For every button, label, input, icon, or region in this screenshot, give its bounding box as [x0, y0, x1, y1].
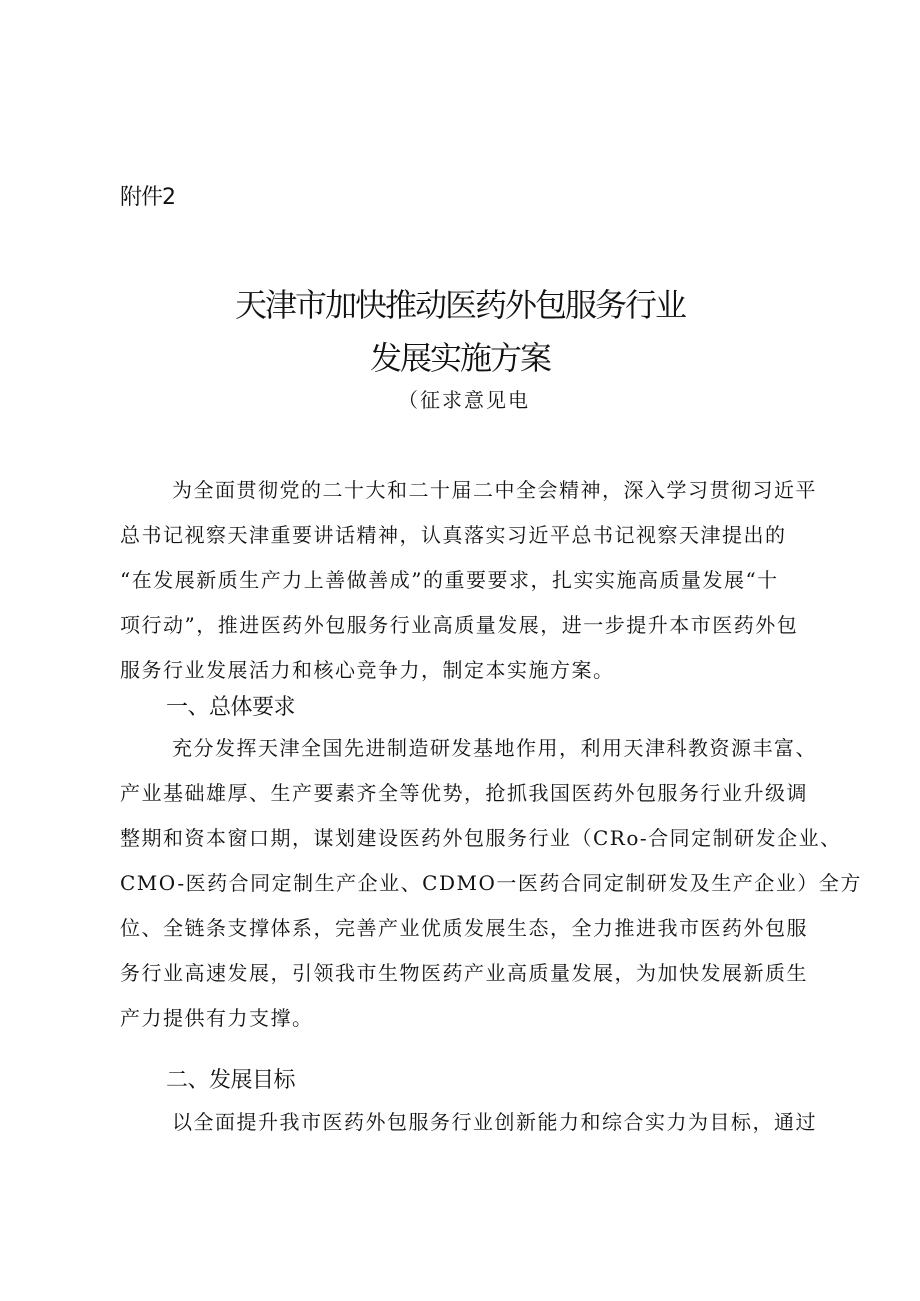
section-2-paragraph: [120, 1100, 817, 1145]
paragraph-line: 总书记视察天津重要讲话精神，认真落实习近平总书记视察天津提出的: [120, 523, 787, 547]
attachment-label: 附件2: [120, 185, 175, 210]
paragraph-line: 位、全链条支撑体系，完善产业优质发展生态，全力推进我市医药外包服: [120, 916, 808, 940]
paragraph-line: 产力提供有力支撑。: [120, 1006, 314, 1030]
paragraph-line: 充分发挥天津全国先进制造研发基地作用，利用天津科教资源丰富、: [172, 736, 817, 760]
document-title-line-1: 天津市加快推动医药外包服务行业: [234, 286, 685, 324]
paragraph-line: CMO-医药合同定制生产企业、CDMO一医药合同定制研发及生产企业）全方: [120, 871, 862, 895]
paragraph-line: 服务行业发展活力和核心竞争力，制定本实施方案。: [120, 658, 615, 682]
intro-paragraph: [120, 468, 817, 693]
paragraph-line: 为全面贯彻党的二十大和二十届二中全会精神，深入学习贯彻习近平: [172, 478, 817, 502]
paragraph-line: 以全面提升我市医药外包服务行业创新能力和综合实力为目标，通过: [172, 1110, 817, 1134]
section-2-heading: 二、发展目标: [166, 1068, 296, 1093]
section-1-paragraph: [120, 726, 862, 1041]
document-subtitle: （征求意见电: [398, 388, 530, 412]
paragraph-line: 产业基础雄厚、生产要素齐全等优势，抢抓我国医药外包服务行业升级调: [120, 781, 808, 805]
section-1-heading: 一、总体要求: [166, 695, 296, 720]
paragraph-line: 务行业高速发展，引领我市生物医药产业高质量发展，为加快发展新质生: [120, 961, 808, 985]
document-title-line-2: 发展实施方案: [369, 339, 550, 377]
paragraph-line: “在发展新质生产力上善做善成”的重要要求，扎实实施高质量发展“十: [120, 568, 779, 592]
paragraph-line: 项行动”，推进医药外包服务行业高质量发展，进一步提升本市医药外包: [120, 613, 799, 637]
paragraph-line: 整期和资本窗口期，谋划建设医药外包服务行业（CRo-合同定制研发企业、: [120, 826, 842, 850]
